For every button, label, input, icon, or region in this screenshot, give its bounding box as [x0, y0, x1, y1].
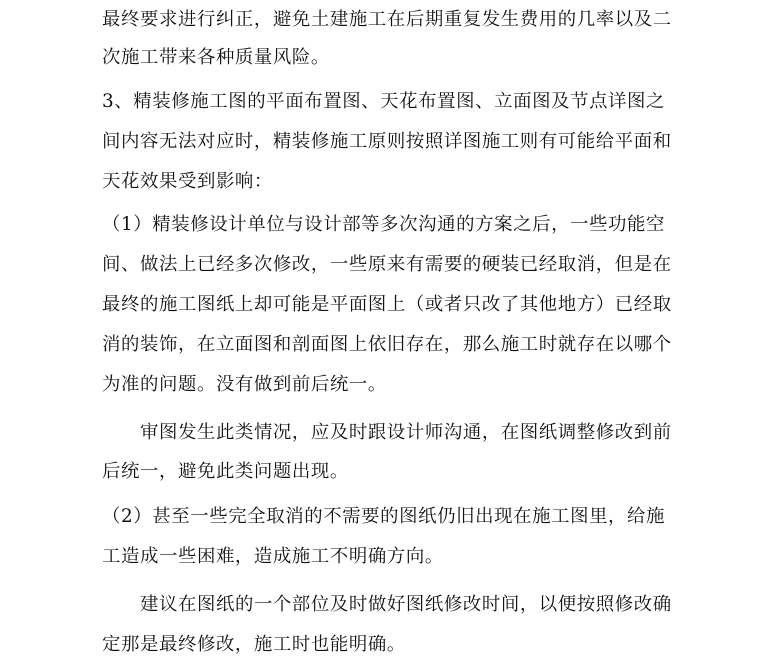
text-line: （2）甚至一些完全取消的不需要的图纸仍旧出现在施工图里，给施	[102, 506, 666, 527]
text-line: 定那是最终修改，施工时也能明确。	[102, 634, 406, 655]
text-line: 间内容无法对应时，精装修施工原则按照详图施工则有可能给平面和	[102, 131, 672, 152]
text-line: 最终的施工图纸上却可能是平面图上（或者只改了其他地方）已经取	[102, 294, 672, 315]
text-line: 天花效果受到影响：	[102, 171, 273, 192]
text-line: 建议在图纸的一个部位及时做好图纸修改时间，以便按照修改确	[140, 594, 672, 615]
text-line: 审图发生此类情况，应及时跟设计师沟通，在图纸调整修改到前	[140, 422, 672, 443]
text-line: 工造成一些困难，造成施工不明确方向。	[102, 546, 444, 567]
text-line: 消的装饰，在立面图和剖面图上依旧存在，那么施工时就存在以哪个	[102, 334, 672, 355]
text-line: 3、精装修施工图的平面布置图、天花布置图、立面图及节点详图之	[102, 91, 666, 112]
text-line: （1）精装修设计单位与设计部等多次沟通的方案之后，一些功能空	[102, 214, 666, 235]
text-line: 次施工带来各种质量风险。	[102, 47, 330, 68]
text-line: 最终要求进行纠正，避免土建施工在后期重复发生费用的几率以及二	[102, 9, 672, 30]
text-line: 为准的问题。没有做到前后统一。	[102, 374, 387, 395]
text-line: 后统一，避免此类问题出现。	[102, 461, 349, 482]
text-line: 间、做法上已经多次修改，一些原来有需要的硬装已经取消，但是在	[102, 254, 672, 275]
